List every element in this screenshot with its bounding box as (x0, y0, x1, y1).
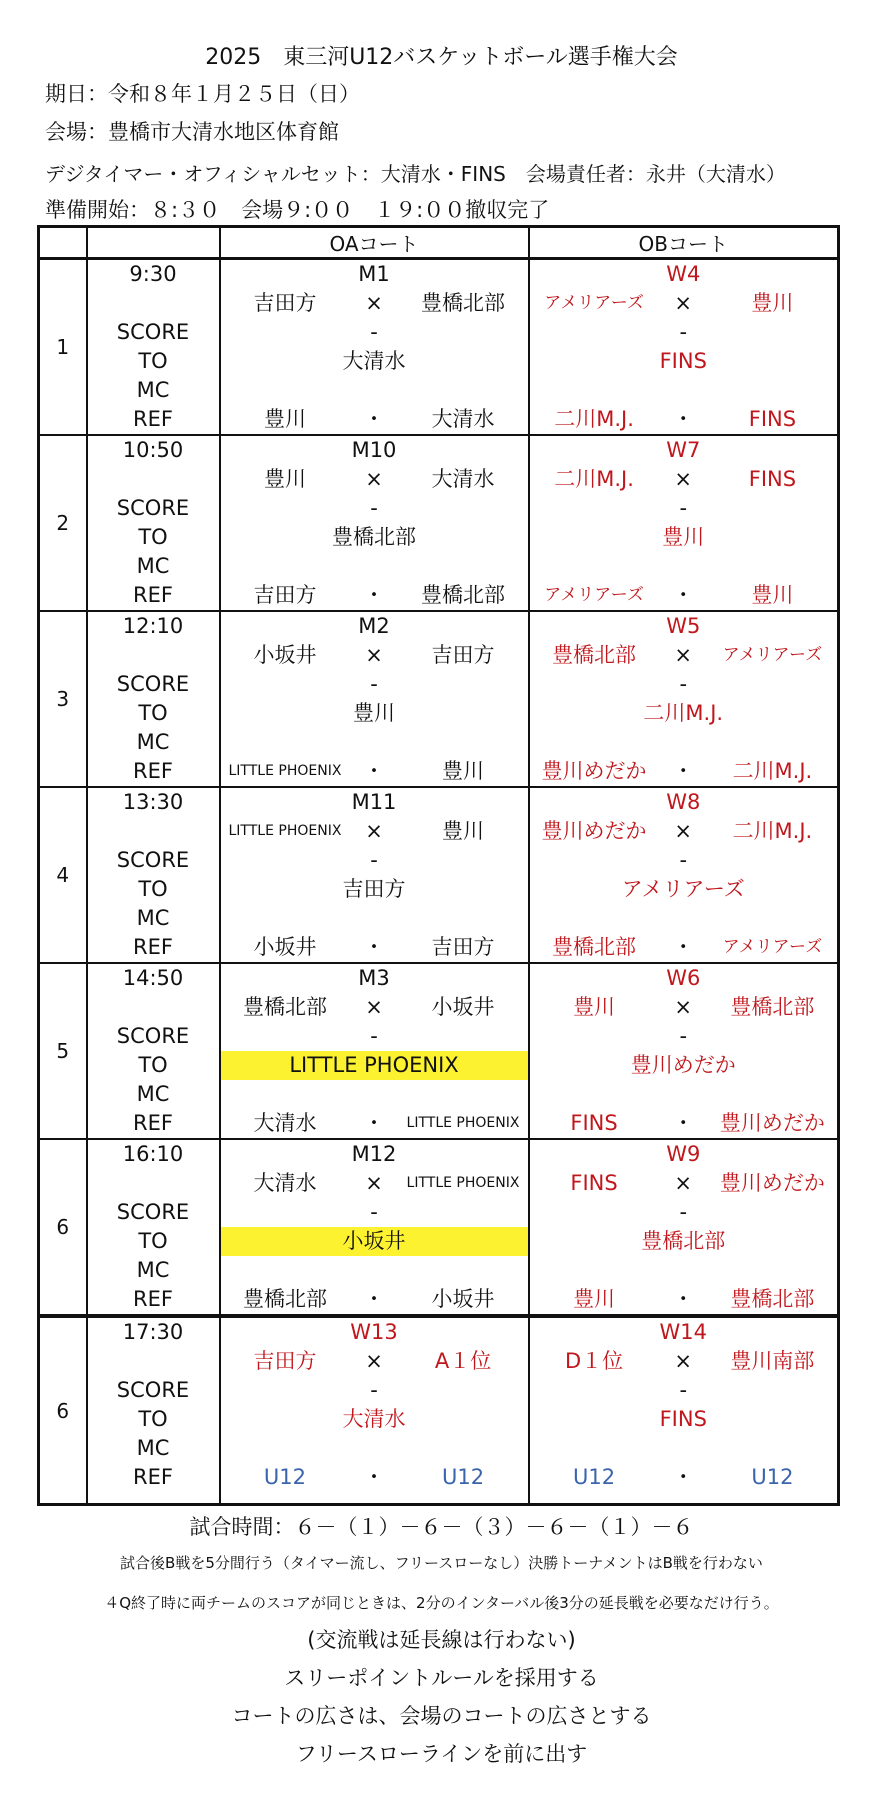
prep-info: 準備開始：８:３０ 会場９:００ １９:００撤収完了 (45, 198, 550, 222)
matchup (530, 993, 838, 1022)
match-id: M11 (351, 790, 397, 814)
referee-a: FINS (570, 1111, 618, 1135)
mc-blank (221, 728, 528, 757)
score-dash: - (370, 848, 378, 872)
referees (221, 581, 528, 610)
match-id: W13 (350, 1320, 398, 1344)
match-id: M1 (358, 262, 390, 286)
official-team: 大清水 (342, 1407, 406, 1431)
vs-mark: × (674, 643, 693, 667)
match-time-slot: 16:10 (122, 1142, 184, 1166)
referee-a: 豊川 (573, 1287, 616, 1311)
match-time-slot: 10:50 (122, 438, 184, 462)
round-number: 6 (39, 1316, 87, 1505)
referee-a: U12 (573, 1465, 616, 1489)
mc-blank (221, 552, 528, 581)
match-id: M12 (351, 1142, 397, 1166)
referees (221, 933, 528, 962)
label-to: TO (138, 877, 168, 901)
match-time-slot: 13:30 (122, 790, 184, 814)
referees (221, 405, 528, 434)
label-to: TO (138, 1229, 168, 1253)
score-dash: - (370, 1378, 378, 1402)
mc-blank (221, 1434, 528, 1463)
court-ob-cell (529, 259, 839, 436)
label-blank (88, 1169, 219, 1198)
dot-mark: ・ (363, 759, 385, 783)
dot-mark: ・ (672, 1287, 694, 1311)
match-id: W14 (659, 1320, 707, 1344)
team-a: 二川M.J. (554, 467, 634, 491)
mc-blank (530, 1434, 838, 1463)
label-blank (88, 289, 219, 318)
schedule-row (39, 259, 839, 436)
team-b: 豊橋北部 (421, 291, 506, 315)
label-mc: MC (136, 906, 170, 930)
equipment-info: デジタイマー・オフィシャルセット：大清水・FINS 会場責任者：永井（大清水） (45, 162, 786, 186)
referee-b: FINS (748, 407, 797, 431)
label-mc: MC (136, 1258, 170, 1282)
mc-blank (221, 904, 528, 933)
match-id: W9 (666, 1142, 701, 1166)
label-ref: REF (133, 1287, 173, 1311)
match-time-slot: 14:50 (122, 966, 184, 990)
dot-mark: ・ (672, 1465, 694, 1489)
schedule-table (37, 225, 840, 1506)
score-dash: - (370, 320, 378, 344)
matchup (221, 641, 528, 670)
matchup (221, 993, 528, 1022)
team-b: 豊川 (442, 819, 485, 843)
round-number: 6 (39, 1139, 87, 1316)
official-team: FINS (659, 1407, 707, 1431)
team-b: 吉田方 (431, 643, 495, 667)
team-a: 大清水 (253, 1171, 317, 1195)
court-ob-cell (529, 1316, 839, 1505)
label-cell (87, 1139, 220, 1316)
team-b: 豊川 (751, 291, 794, 315)
referee-b: アメリアーズ (722, 937, 823, 957)
label-mc: MC (136, 1436, 170, 1460)
court-oa-cell (220, 611, 529, 787)
label-mc: MC (136, 1082, 170, 1106)
score-dash: - (679, 1378, 688, 1402)
mc-blank (530, 376, 838, 405)
vs-mark: × (674, 467, 693, 491)
official-team: アメリアーズ (621, 877, 745, 901)
referees (530, 933, 838, 962)
label-ref: REF (133, 407, 173, 431)
referee-b: 豊橋北部 (730, 1287, 815, 1311)
official-team: 豊川 (662, 525, 705, 549)
schedule-row (39, 1316, 839, 1505)
official-team: 豊川 (353, 701, 395, 725)
vs-mark: × (674, 1171, 693, 1195)
referee-a: 二川M.J. (554, 407, 634, 431)
matchup (530, 641, 838, 670)
team-a: 小坂井 (253, 643, 317, 667)
label-mc: MC (136, 378, 170, 402)
match-id: W4 (666, 262, 701, 286)
matchup (530, 1347, 838, 1376)
vs-mark: × (674, 291, 693, 315)
dot-mark: ・ (363, 407, 385, 431)
referee-b: U12 (441, 1465, 485, 1489)
matchup (221, 1347, 528, 1376)
label-ref: REF (133, 1465, 173, 1489)
team-b: 二川M.J. (732, 819, 813, 843)
round-number: 2 (39, 435, 87, 611)
referees (530, 757, 838, 786)
label-score: SCORE (116, 1378, 190, 1402)
label-cell (87, 259, 220, 436)
score-dash: - (370, 496, 378, 520)
match-id: W6 (666, 966, 701, 990)
referees (530, 1463, 838, 1492)
team-b: 豊橋北部 (730, 995, 815, 1019)
referee-a: U12 (263, 1465, 307, 1489)
match-id: M2 (358, 614, 390, 638)
matchup (530, 289, 838, 318)
referee-a: 豊川めだか (541, 759, 647, 783)
note-free-throw: フリースローラインを前に出す (295, 1742, 588, 1766)
schedule-row (39, 1139, 839, 1316)
label-cell (87, 963, 220, 1139)
team-a: アメリアーズ (544, 293, 644, 313)
team-a: 吉田方 (253, 291, 317, 315)
label-score: SCORE (116, 496, 190, 520)
court-oa-cell (220, 787, 529, 963)
team-b: 大清水 (431, 467, 495, 491)
score-dash: - (679, 1024, 688, 1048)
vs-mark: × (365, 1171, 383, 1195)
match-time-slot: 17:30 (122, 1320, 184, 1344)
score-dash: - (679, 496, 688, 520)
event-date: 期日：令和８年１月２５日（日） (45, 82, 360, 106)
page-title: 2025 東三河U12バスケットボール選手権大会 (205, 45, 678, 70)
label-score: SCORE (116, 672, 190, 696)
vs-mark: × (365, 819, 383, 843)
court-oa-cell (220, 1316, 529, 1505)
label-ref: REF (133, 583, 173, 607)
label-cell (87, 611, 220, 787)
match-id: W8 (666, 790, 701, 814)
referee-a: 小坂井 (253, 935, 317, 959)
referee-a: 豊橋北部 (552, 935, 637, 959)
vs-mark: × (365, 467, 383, 491)
label-cell (87, 435, 220, 611)
referee-a: 豊橋北部 (242, 1287, 327, 1311)
score-dash: - (679, 320, 688, 344)
official-team: 二川M.J. (643, 701, 724, 725)
team-a: 豊川 (573, 995, 616, 1019)
referee-a: 大清水 (253, 1111, 317, 1135)
referees (530, 581, 838, 610)
team-b: FINS (748, 467, 797, 491)
label-score: SCORE (116, 1200, 190, 1224)
dot-mark: ・ (363, 935, 385, 959)
match-id: W5 (666, 614, 701, 638)
dot-mark: ・ (672, 583, 694, 607)
schedule-row (39, 611, 839, 787)
referees (530, 1109, 838, 1138)
header-blank-label (87, 227, 220, 259)
vs-mark: × (365, 1349, 383, 1373)
note-b-game: 試合後B戦を5分間行う（タイマー流し、フリースローなし）決勝トーナメントはB戦を行わない (120, 1554, 763, 1572)
label-cell (87, 787, 220, 963)
court-oa-cell (220, 963, 529, 1139)
score-dash: - (679, 1200, 688, 1224)
referees (530, 405, 838, 434)
team-a: 吉田方 (253, 1349, 317, 1373)
matchup (221, 465, 528, 494)
note-court-size: コートの広さは、会場のコートの広さとする (231, 1704, 652, 1728)
label-blank (88, 993, 219, 1022)
referee-b: 大清水 (431, 407, 495, 431)
mc-blank (221, 1080, 528, 1109)
referee-a: 豊川 (263, 407, 306, 431)
referee-b: 二川M.J. (732, 759, 813, 783)
score-dash: - (679, 672, 688, 696)
header-blank-num (39, 227, 87, 259)
team-b: アメリアーズ (722, 645, 823, 665)
label-score: SCORE (116, 1024, 190, 1048)
mc-blank (530, 1256, 838, 1285)
label-cell (87, 1316, 220, 1505)
label-blank (88, 465, 219, 494)
team-b: LITTLE PHOENIX (406, 1175, 520, 1191)
court-oa-cell (220, 1139, 529, 1316)
official-team: 豊橋北部 (332, 525, 416, 549)
dot-mark: ・ (363, 1287, 385, 1311)
vs-mark: × (365, 995, 383, 1019)
label-score: SCORE (116, 320, 190, 344)
vs-mark: × (674, 1349, 693, 1373)
dot-mark: ・ (363, 1111, 385, 1135)
header-court-oa: OAコート (220, 227, 529, 259)
schedule-row (39, 963, 839, 1139)
label-ref: REF (133, 935, 173, 959)
court-ob-cell (529, 435, 839, 611)
referee-b: U12 (751, 1465, 794, 1489)
court-oa-cell (220, 435, 529, 611)
vs-mark: × (365, 643, 383, 667)
dot-mark: ・ (672, 1111, 694, 1135)
label-blank (88, 817, 219, 846)
team-b: 小坂井 (431, 995, 495, 1019)
team-a: 豊橋北部 (242, 995, 327, 1019)
note-exchange: (交流戦は延長線は行わない) (307, 1628, 576, 1652)
score-dash: - (679, 848, 688, 872)
match-id: M3 (358, 966, 390, 990)
court-ob-cell (529, 963, 839, 1139)
matchup (530, 465, 838, 494)
referee-b: 小坂井 (431, 1287, 495, 1311)
label-to: TO (138, 349, 168, 373)
referee-b: 豊橋北部 (421, 583, 506, 607)
match-id: M10 (351, 438, 397, 462)
official-team: 大清水 (342, 349, 406, 373)
team-a: FINS (570, 1171, 618, 1195)
team-a: LITTLE PHOENIX (228, 823, 342, 839)
referee-a: アメリアーズ (544, 585, 644, 605)
label-to: TO (138, 1053, 168, 1077)
team-a: D１位 (564, 1349, 624, 1373)
dot-mark: ・ (363, 1465, 385, 1489)
table-header-row (39, 227, 839, 259)
match-time-slot: 12:10 (122, 614, 184, 638)
label-blank (88, 1347, 219, 1376)
round-number: 1 (39, 259, 87, 436)
official-team: 豊川めだか (630, 1053, 736, 1077)
dot-mark: ・ (672, 759, 694, 783)
referee-b: 吉田方 (431, 935, 495, 959)
referee-a: 吉田方 (253, 583, 317, 607)
team-b: 豊川南部 (730, 1349, 815, 1373)
label-to: TO (138, 525, 168, 549)
referees (221, 1285, 528, 1314)
court-oa-cell (220, 259, 529, 436)
court-ob-cell (529, 1139, 839, 1316)
dot-mark: ・ (363, 583, 385, 607)
team-a: 豊橋北部 (552, 643, 637, 667)
referees (221, 1463, 528, 1492)
mc-blank (530, 552, 838, 581)
dot-mark: ・ (672, 407, 694, 431)
referee-b: 豊川 (751, 583, 794, 607)
label-to: TO (138, 1407, 168, 1431)
round-number: 4 (39, 787, 87, 963)
score-dash: - (370, 1200, 378, 1224)
referees (221, 757, 528, 786)
official-team: 豊橋北部 (641, 1229, 726, 1253)
mc-blank (221, 376, 528, 405)
label-ref: REF (133, 1111, 173, 1135)
schedule-row (39, 435, 839, 611)
referee-b: 豊川 (442, 759, 485, 783)
referee-b: LITTLE PHOENIX (406, 1115, 520, 1131)
matchup (530, 1169, 838, 1198)
matchup (530, 817, 838, 846)
label-mc: MC (136, 554, 170, 578)
match-time: 試合時間：６－（１）－６－（３）－６－（１）－６ (189, 1515, 694, 1539)
matchup (221, 289, 528, 318)
mc-blank (530, 728, 838, 757)
official-team: LITTLE PHOENIX (221, 1051, 528, 1080)
round-number: 5 (39, 963, 87, 1139)
court-ob-cell (529, 611, 839, 787)
label-mc: MC (136, 730, 170, 754)
label-to: TO (138, 701, 168, 725)
mc-blank (530, 1080, 838, 1109)
vs-mark: × (365, 291, 383, 315)
match-id: W7 (666, 438, 701, 462)
mc-blank (530, 904, 838, 933)
official-team: 小坂井 (221, 1227, 528, 1256)
note-overtime: ４Q終了時に両チームのスコアが同じときは、2分のインターバル後3分の延長戦を必要なだけ行う。 (104, 1594, 779, 1612)
official-team: FINS (659, 349, 707, 373)
vs-mark: × (674, 995, 693, 1019)
team-b: A１位 (434, 1349, 492, 1373)
dot-mark: ・ (672, 935, 694, 959)
note-three-point: スリーポイントルールを採用する (284, 1666, 599, 1690)
referees (530, 1285, 838, 1314)
event-venue: 会場：豊橋市大清水地区体育館 (45, 120, 339, 144)
matchup (221, 817, 528, 846)
team-a: 豊川 (263, 467, 306, 491)
vs-mark: × (674, 819, 693, 843)
referees (221, 1109, 528, 1138)
team-b: 豊川めだか (719, 1171, 825, 1195)
score-dash: - (370, 672, 378, 696)
label-score: SCORE (116, 848, 190, 872)
schedule-row (39, 787, 839, 963)
match-time-slot: 9:30 (129, 262, 177, 286)
score-dash: - (370, 1024, 378, 1048)
header-court-ob: OBコート (529, 227, 839, 259)
label-blank (88, 641, 219, 670)
label-ref: REF (133, 759, 173, 783)
mc-blank (221, 1256, 528, 1285)
matchup (221, 1169, 528, 1198)
referee-a: LITTLE PHOENIX (228, 763, 342, 779)
official-team: 吉田方 (342, 877, 406, 901)
referee-b: 豊川めだか (719, 1111, 825, 1135)
round-number: 3 (39, 611, 87, 787)
team-a: 豊川めだか (541, 819, 647, 843)
court-ob-cell (529, 787, 839, 963)
